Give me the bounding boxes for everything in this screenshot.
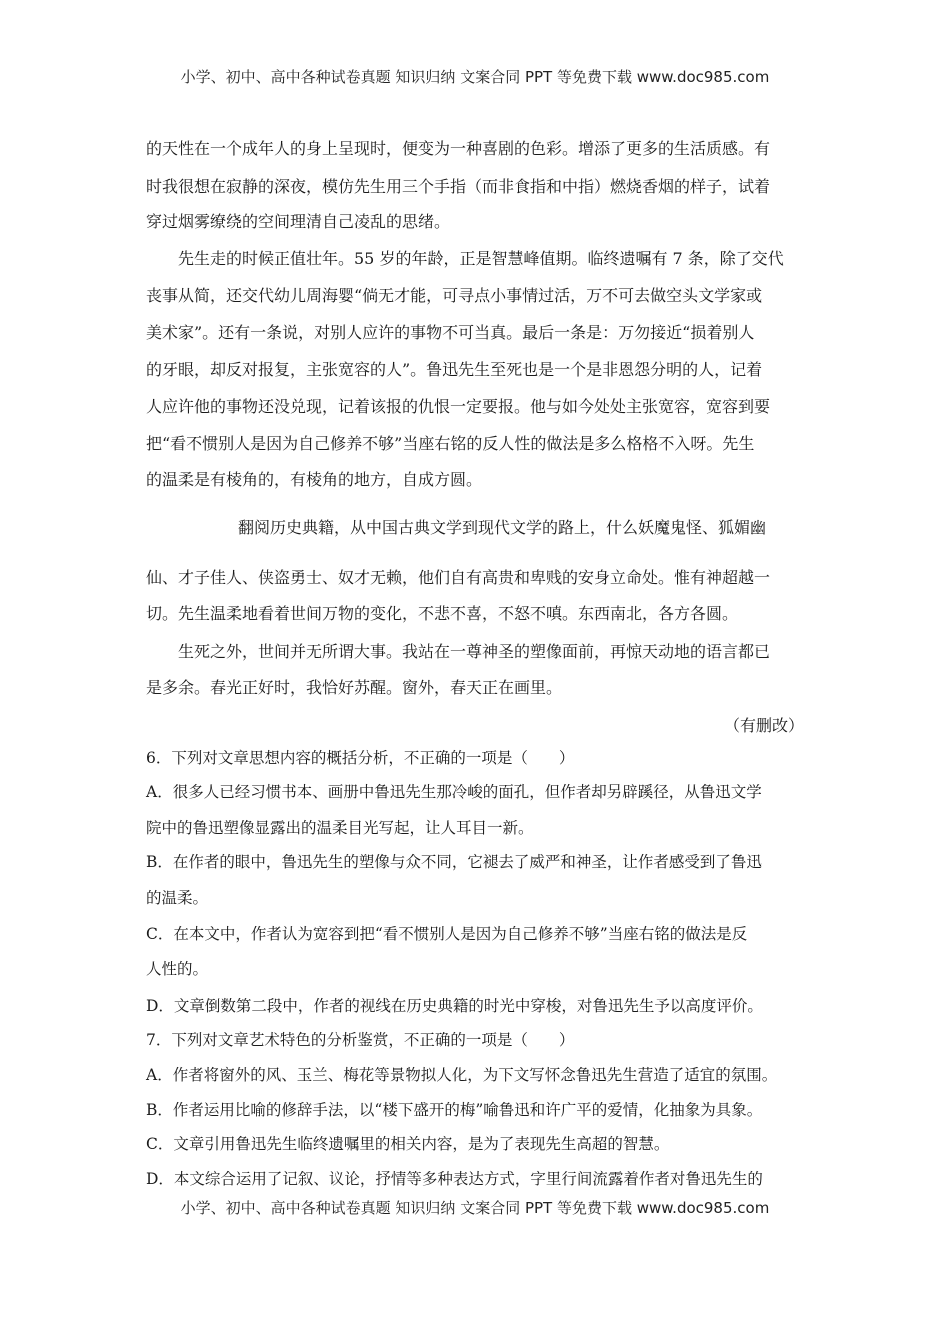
- passage-line: 的温柔是有棱角的，有棱角的地方，自成方圆。: [146, 470, 483, 489]
- passage-line: 切。先生温柔地看着世间万物的变化，不悲不喜，不怒不嗔。东西南北，各方各圆。: [146, 604, 739, 623]
- option-a: A．很多人已经习惯书本、画册中鲁迅先生那冷峻的面孔，但作者却另辟蹊径，从鲁迅文学: [146, 783, 762, 801]
- passage-line: 时我很想在寂静的深夜，模仿先生用三个手指（而非食指和中指）燃烧香烟的样子，试着: [146, 177, 771, 196]
- option-c: C．在本文中，作者认为宽容到把“看不惯别人是因为自己修养不够”当座右铭的做法是反: [146, 925, 748, 943]
- passage-line: 美术家”。还有一条说，对别人应许的事物不可当真。最后一条是：万勿接近“损着别人: [146, 323, 755, 342]
- passage-line: 的牙眼，却反对报复，主张宽容的人”。鲁迅先生至死也是一个是非恩怨分明的人，记着: [146, 360, 763, 379]
- passage-line: 仙、才子佳人、侠盗勇士、奴才无赖，他们自有高贵和卑贱的安身立命处。惟有神超越一: [146, 568, 771, 587]
- passage-line: 的天性在一个成年人的身上呈现时，便变为一种喜剧的色彩。增添了更多的生活质感。有: [146, 139, 771, 158]
- option-b: B．在作者的眼中，鲁迅先生的塑像与众不同，它褪去了威严和神圣，让作者感受到了鲁迅: [146, 853, 762, 871]
- passage-line: 先生走的时候正值壮年。55 岁的年龄，正是智慧峰值期。临终遗嘱有 7 条，除了交代: [178, 249, 784, 268]
- option-b-cont: 的温柔。: [146, 889, 209, 907]
- passage-line: 丧事从简，还交代幼儿周海婴“倘无才能，可寻点小事情过活，万不可去做空头文学家或: [146, 286, 763, 305]
- passage-line: 翻阅历史典籍，从中国古典文学到现代文学的路上，什么妖魔鬼怪、狐媚幽: [238, 518, 767, 537]
- passage-line: 把“看不惯别人是因为自己修养不够”当座右铭的反人性的做法是多么格格不入呀。先生: [146, 434, 755, 453]
- passage-line: 穿过烟雾缭绕的空间理清自己凌乱的思绪。: [146, 212, 451, 231]
- revision-note: （有删改）: [723, 716, 804, 735]
- passage-line: 人应许他的事物还没兑现，记着该报的仇恨一定要报。他与如今处处主张宽容，宽容到要: [146, 397, 771, 416]
- page-header: 小学、初中、高中各种试卷真题 知识归纳 文案合同 PPT 等免费下载 www.doc985.com: [180, 68, 770, 86]
- page-footer: 小学、初中、高中各种试卷真题 知识归纳 文案合同 PPT 等免费下载 www.doc985.com: [180, 1199, 770, 1217]
- option-b: B．作者运用比喻的修辞手法，以“楼下盛开的梅”喻鲁迅和许广平的爱情，化抽象为具象。: [146, 1101, 763, 1119]
- option-d: D．本文综合运用了记叙、议论，抒情等多种表达方式，字里行间流露着作者对鲁迅先生的: [146, 1170, 763, 1188]
- option-a: A．作者将窗外的风、玉兰、梅花等景物拟人化，为下文写怀念鲁迅先生营造了适宜的氛围。: [146, 1066, 778, 1084]
- question-stem: 7．下列对文章艺术特色的分析鉴赏，不正确的一项是（ ）: [146, 1031, 575, 1049]
- option-c-cont: 人性的。: [146, 960, 209, 978]
- option-c: C．文章引用鲁迅先生临终遗嘱里的相关内容，是为了表现先生高超的智慧。: [146, 1135, 670, 1153]
- question-stem: 6．下列对文章思想内容的概括分析，不正确的一项是（ ）: [146, 749, 575, 767]
- passage-line: 是多余。春光正好时，我恰好苏醒。窗外，春天正在画里。: [146, 678, 563, 697]
- option-d: D．文章倒数第二段中，作者的视线在历史典籍的时光中穿梭，对鲁迅先生予以高度评价。: [146, 997, 763, 1015]
- option-a-cont: 院中的鲁迅塑像显露出的温柔目光写起，让人耳目一新。: [146, 819, 534, 837]
- passage-line: 生死之外，世间并无所谓大事。我站在一尊神圣的塑像面前，再惊天动地的语言都已: [178, 642, 771, 661]
